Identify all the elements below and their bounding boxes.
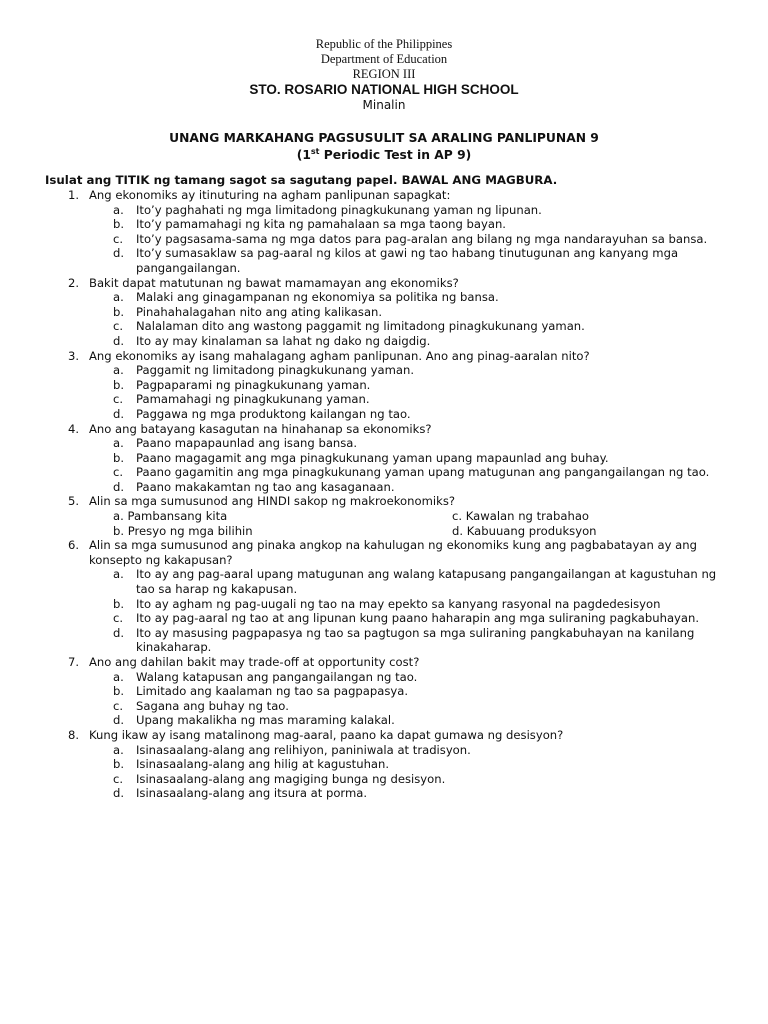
- option: [0, 319, 768, 334]
- option-letter: a.: [113, 290, 124, 305]
- option-text: Paano makakamtan ng tao ang kasaganaan.: [136, 479, 395, 494]
- option: [0, 305, 768, 320]
- option-letter: a.: [113, 202, 124, 217]
- option: [0, 480, 768, 495]
- option-d: d. Kabuuang produksyon: [452, 523, 597, 538]
- header-republic: Republic of the Philippines: [315, 37, 453, 51]
- option-letter: d.: [113, 625, 125, 640]
- title-open: (1: [296, 148, 311, 162]
- question-number: 2.: [68, 275, 80, 290]
- option-text: Walang katapusan ang pangangailangan ng tao.: [136, 669, 418, 684]
- option: [0, 611, 768, 626]
- option-text: Ito ay may kinalaman sa lahat ng dako ng daigdig.: [136, 333, 431, 348]
- option-text: Pamamahagi ng pinagkukunang yaman.: [136, 392, 370, 407]
- option-text: Paggamit ng limitadong pinagkukunang yaman.: [136, 363, 415, 378]
- option-text: Ito ay masusing pagpapasya ng tao sa pagtugon sa mga suliraning pangkabuhayan na kanilang kinakaharap.: [136, 625, 695, 655]
- option: [0, 378, 768, 393]
- option: [0, 713, 768, 728]
- question-3: [0, 349, 768, 422]
- option-letter: c.: [113, 392, 124, 407]
- option: [0, 407, 768, 422]
- option: [0, 786, 768, 801]
- option-text: Paano gagamitin ang mga pinagkukunang yaman upang matugunan ang pangangailangan ng tao.: [136, 465, 710, 480]
- instructions: Isulat ang TITIK ng tamang sagot sa sagutang papel. BAWAL ANG MAGBURA.: [45, 173, 558, 187]
- option-text: Ito’y pamamahagi ng kita ng pamahalaan sa mga taong bayan.: [136, 217, 506, 232]
- option-b: b. Presyo ng mga bilihin: [113, 523, 253, 538]
- question-number: 8.: [68, 727, 80, 742]
- question-number: 3.: [68, 348, 80, 363]
- option-letter: c.: [113, 698, 124, 713]
- option-text: Ito ay agham ng pag-uugali ng tao na may epekto sa kanyang rasyonal na pagdedesisyon: [136, 596, 661, 611]
- question-text: Alin sa mga sumusunod ang pinaka angkop na kahulugan ng ekonomiks kung ang pagbabatayan ay ang konsepto ng kakapusan?: [89, 538, 697, 567]
- question-number: 5.: [68, 494, 80, 509]
- question-list: [0, 188, 768, 801]
- option-text: Paano mapapaunlad ang isang bansa.: [136, 436, 358, 451]
- option-letter: b.: [113, 217, 125, 232]
- option-text: Isinasaalang-alang ang relihiyon, paniniwala at tradisyon.: [136, 742, 471, 757]
- test-title-line1: UNANG MARKAHANG PAGSUSULIT SA ARALING PANLIPUNAN 9: [169, 131, 599, 145]
- option-text: Paggawa ng mga produktong kailangan ng tao.: [136, 406, 411, 421]
- question-1: [0, 188, 768, 276]
- option-letter: a.: [113, 742, 124, 757]
- option: [0, 290, 768, 305]
- option: [0, 670, 768, 685]
- option-row: [0, 509, 768, 524]
- question-text: Ang ekonomiks ay isang mahalagang agham panlipunan. Ano ang pinag-aaralan nito?: [89, 348, 590, 363]
- question-number: 6.: [68, 538, 80, 553]
- question-5: [0, 494, 768, 538]
- option-letter: d.: [113, 246, 125, 261]
- option: [0, 392, 768, 407]
- question-7: [0, 655, 768, 728]
- option-text: Ito’y sumasaklaw sa pag-aaral ng kilos at gawi ng tao habang tinutugunan ang kanyang mga pangangailangan.: [136, 246, 679, 275]
- option-text: Malaki ang ginagampanan ng ekonomiya sa politika ng bansa.: [136, 290, 499, 305]
- option-letter: d.: [113, 786, 125, 801]
- option: [0, 436, 768, 451]
- title-rest: Periodic Test in AP 9): [319, 148, 472, 162]
- header-town: Minalin: [362, 98, 406, 112]
- option-text: Isinasaalang-alang ang magiging bunga ng desisyon.: [136, 771, 446, 786]
- option-letter: d.: [113, 333, 125, 348]
- question-text: Bakit dapat matutunan ng bawat mamamayan ang ekonomiks?: [89, 275, 459, 290]
- option-letter: b.: [113, 757, 125, 772]
- option: [0, 699, 768, 714]
- option: [0, 684, 768, 699]
- option: [0, 246, 768, 275]
- header-department: Department of Education: [320, 52, 448, 66]
- question-8: [0, 728, 768, 801]
- option-text: Limitado ang kaalaman ng tao sa pagpapasya.: [136, 684, 409, 699]
- question-text: Ang ekonomiks ay itinuturing na agham panlipunan sapagkat:: [89, 188, 451, 202]
- option-text: Ito ay pag-aaral ng tao at ang lipunan kung paano haharapin ang mga suliraning pagkabuhayan.: [136, 611, 700, 626]
- option-letter: a.: [113, 436, 124, 451]
- header-school-name: STO. ROSARIO NATIONAL HIGH SCHOOL: [249, 82, 519, 97]
- test-title: [0, 130, 768, 164]
- option: [0, 772, 768, 787]
- test-title-line2: [0, 147, 768, 164]
- option-text: Ito’y paghahati ng mga limitadong pinagkukunang yaman ng lipunan.: [136, 202, 542, 217]
- question-text: Alin sa mga sumusunod ang HINDI sakop ng makroekonomiks?: [89, 494, 456, 509]
- option-letter: d.: [113, 406, 125, 421]
- option-letter: a.: [113, 567, 124, 582]
- option-text: Paano magagamit ang mga pinagkukunang yaman upang mapaunlad ang buhay.: [136, 450, 609, 465]
- option-row: [0, 524, 768, 539]
- option-text: Isinasaalang-alang ang hilig at kagustuhan.: [136, 757, 390, 772]
- question-6: [0, 538, 768, 655]
- option-text: Upang makalikha ng mas maraming kalakal.: [136, 713, 395, 728]
- option-letter: a.: [113, 669, 124, 684]
- header-region: REGION III: [352, 67, 416, 81]
- option-letter: d.: [113, 713, 125, 728]
- option: [0, 626, 768, 655]
- title-superscript: st: [310, 146, 320, 156]
- option-text: Isinasaalang-alang ang itsura at porma.: [136, 786, 368, 801]
- option-letter: c.: [113, 465, 124, 480]
- option-c: c. Kawalan ng trabahao: [452, 509, 590, 524]
- option-text: Ito ay ang pag-aaral upang matugunan ang walang katapusang pangangailangan at kagustuhan ng tao sa harap ng kakapusan.: [136, 567, 717, 597]
- option-a: a. Pambansang kita: [113, 509, 228, 524]
- question-number: 4.: [68, 421, 80, 436]
- option-text: Pagpaparami ng pinagkukunang yaman.: [136, 377, 371, 392]
- option-letter: c.: [113, 231, 124, 246]
- option-letter: b.: [113, 684, 125, 699]
- option: [0, 451, 768, 466]
- option-letter: d.: [113, 479, 125, 494]
- question-text: Ano ang batayang kasagutan na hinahanap sa ekonomiks?: [89, 421, 432, 436]
- question-number: 7.: [68, 655, 80, 669]
- option: [0, 743, 768, 758]
- question-4: [0, 422, 768, 495]
- option: [0, 232, 768, 247]
- option-letter: c.: [113, 319, 124, 334]
- option-text: Nalalaman dito ang wastong paggamit ng limitadong pinagkukunang yaman.: [136, 319, 585, 334]
- option: [0, 757, 768, 772]
- option: [0, 567, 768, 596]
- question-text: Ano ang dahilan bakit may trade-off at opportunity cost?: [89, 655, 420, 669]
- option: [0, 597, 768, 612]
- option-letter: b.: [113, 377, 125, 392]
- option-text: Ito’y pagsasama-sama ng mga datos para pag-aralan ang bilang ng mga nandarayuhan sa bansa.: [136, 231, 708, 246]
- option: [0, 363, 768, 378]
- option: [0, 217, 768, 232]
- option-letter: b.: [113, 596, 125, 611]
- option-letter: a.: [113, 363, 124, 378]
- option-text: Sagana ang buhay ng tao.: [136, 698, 289, 713]
- question-2: [0, 276, 768, 349]
- question-number: 1.: [68, 188, 80, 202]
- option-letter: b.: [113, 450, 125, 465]
- option: [0, 203, 768, 218]
- option: [0, 465, 768, 480]
- option-text: Pinahahalagahan nito ang ating kalikasan.: [136, 304, 383, 319]
- question-text: Kung ikaw ay isang matalinong mag-aaral, paano ka dapat gumawa ng desisyon?: [89, 727, 564, 742]
- option-letter: c.: [113, 611, 124, 626]
- option-letter: c.: [113, 771, 124, 786]
- document-header: [0, 0, 768, 113]
- option-letter: b.: [113, 304, 125, 319]
- option: [0, 334, 768, 349]
